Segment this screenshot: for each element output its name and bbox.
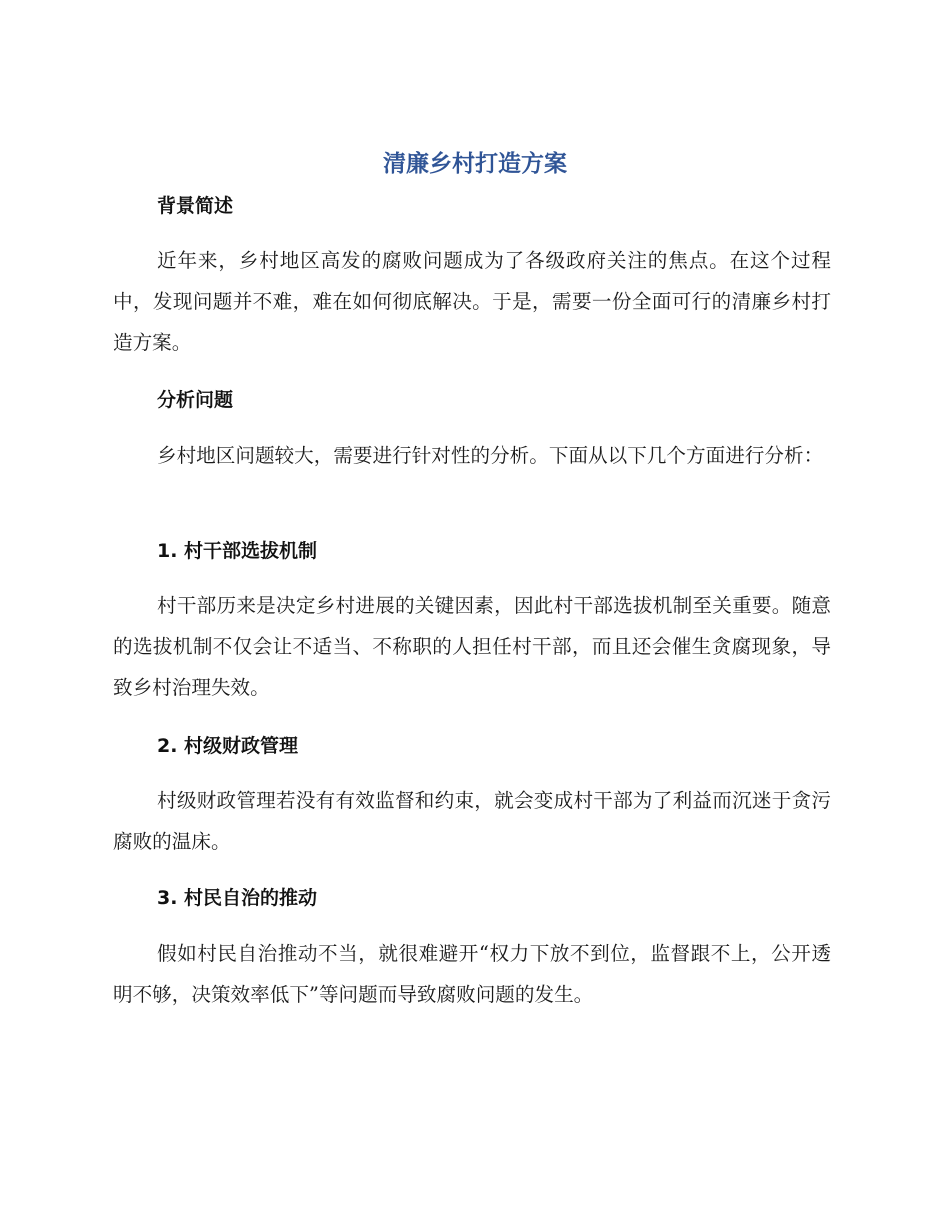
section-paragraph-villager-autonomy: 假如村民自治推动不当，就很难避开“权力下放不到位，监督跟不上，公开透明不够，决策效率低下”等问题而导致腐败问题的发生。 bbox=[113, 942, 831, 1006]
section-paragraph-analysis: 乡村地区问题较大，需要进行针对性的分析。下面从以下几个方面进行分析： bbox=[157, 444, 824, 467]
section-heading-cadre-selection: 1. 村干部选拔机制 bbox=[157, 540, 318, 562]
section-heading-village-finance: 2. 村级财政管理 bbox=[157, 735, 299, 757]
section-paragraph-background: 近年来，乡村地区高发的腐败问题成为了各级政府关注的焦点。在这个过程中，发现问题并不难，难在如何彻底解决。于是，需要一份全面可行的清廉乡村打造方案。 bbox=[113, 249, 831, 354]
section-heading-villager-autonomy: 3. 村民自治的推动 bbox=[157, 887, 318, 909]
section-heading-analysis: 分析问题 bbox=[157, 389, 234, 411]
section-paragraph-village-finance: 村级财政管理若没有有效监督和约束，就会变成村干部为了利益而沉迷于贪污腐败的温床。 bbox=[113, 789, 831, 853]
section-heading-background: 背景简述 bbox=[157, 195, 234, 217]
document-title: 清廉乡村打造方案 bbox=[383, 151, 567, 177]
section-paragraph-cadre-selection: 村干部历来是决定乡村进展的关键因素，因此村干部选拔机制至关重要。随意的选拔机制不仅会让不适当、不称职的人担任村干部，而且还会催生贪腐现象，导致乡村治理失效。 bbox=[113, 594, 831, 699]
